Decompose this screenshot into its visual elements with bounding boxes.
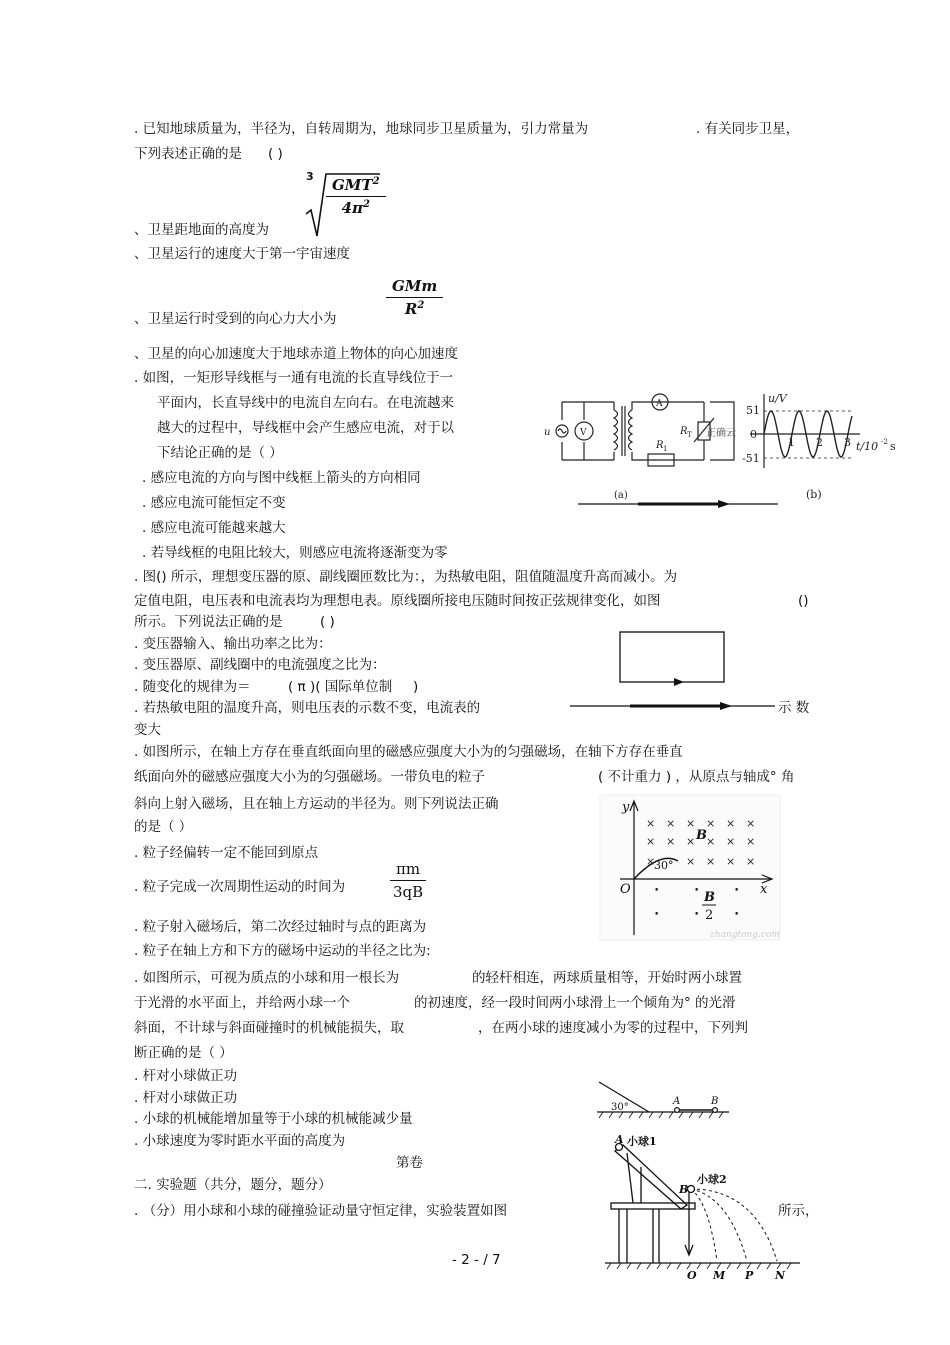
transformer-option-d: . 若热敏电阻的温度升高，则电压表的示数不变，电流表的 <box>134 700 481 716</box>
field-cross-mark: × <box>746 835 756 848</box>
loop-option-a: . 感应电流的方向与图中线框上箭头的方向相同 <box>142 470 421 486</box>
collision-apparatus-figure <box>605 1133 805 1283</box>
incline-angle: 30° <box>611 1102 629 1113</box>
loop-option-c: . 感应电流可能越来越大 <box>142 520 286 536</box>
loop-stem-line2: 平面内，长直导线中的电流自左向右。在电流越来 <box>157 395 454 411</box>
point-n-label: N <box>775 1269 786 1282</box>
ball-1-label: 小球1 <box>627 1135 657 1148</box>
field-dot-mark: • <box>734 910 740 920</box>
overlap-label: 正确云 <box>706 428 736 439</box>
point-a-label: A <box>615 1133 624 1146</box>
section-title: 二. 实验题（共分，题分，题分） <box>134 1177 332 1193</box>
balls-option-b: . 杆对小球做正功 <box>134 1090 238 1106</box>
balls-stem-line3: 斜面，不计球与斜面碰撞时的机械能损失，取 <box>134 1020 404 1036</box>
period-formula: $\frac{\pi m}{3qB}$ <box>390 860 426 901</box>
incline-figure <box>595 1080 735 1122</box>
balls-stem-line3-tail: ，在两小球的速度减小为零的过程中，下列判 <box>478 1020 748 1036</box>
balls-option-d: . 小球速度为零时距水平面的高度为 <box>134 1133 346 1149</box>
particle-option-a: . 粒子经偏转一定不能回到原点 <box>134 845 319 861</box>
field-cross-mark: × <box>726 817 736 830</box>
balls-stem-line2-tail: 的初速度，经一段时间两小球滑上一个倾角为° 的光滑 <box>414 995 736 1011</box>
y-zero-label: 0 <box>750 428 757 441</box>
point-m-label: M <box>713 1269 726 1282</box>
centripetal-force-formula: GMm $R^2$ <box>386 277 443 318</box>
satellite-stem-line2: 下列表述正确的是 <box>134 146 242 162</box>
label-u: u <box>544 427 551 438</box>
x-axis-exp: -2 <box>881 438 888 446</box>
y-bottom-label: -51 <box>742 452 760 465</box>
watermark: zhangtong.com <box>710 930 780 940</box>
field-cross-mark: × <box>726 835 736 848</box>
field-half-b-num: B <box>704 890 715 905</box>
satellite-answer-paren: ( ) <box>268 146 283 162</box>
x-axis-label: x <box>760 882 768 897</box>
y-top-label: 51 <box>746 404 760 417</box>
balls-stem-line4: 断正确的是（ ） <box>134 1045 233 1061</box>
magnetic-field-figure <box>600 795 780 940</box>
loop-option-b: . 感应电流可能恒定不变 <box>142 495 286 511</box>
point-o-label: O <box>687 1269 697 1282</box>
field-cross-mark: × <box>686 817 696 830</box>
field-cross-mark: × <box>686 835 696 848</box>
ball-2-label: 小球2 <box>697 1173 727 1186</box>
root-index: 3 <box>306 170 314 183</box>
transformer-stem-line2: 定值电阻，电压表和电流表均为理想电表。原线圈所接电压随时间按正弦规律变化，如图 <box>134 593 661 609</box>
field-cross-mark: × <box>726 855 736 868</box>
loop-option-d: . 若导线框的电阻比较大，则感应电流将逐渐变为零 <box>142 545 448 561</box>
loop-stem-line3: 越大的过程中，导线框中会产生感应电流，对于以 <box>157 420 454 436</box>
field-dot-mark: • <box>694 886 700 896</box>
transformer-stem-line3: 所示。下列说法正确的是 <box>134 614 283 630</box>
field-cross-mark: × <box>686 855 696 868</box>
transformer-stem-line1: . 图() 所示，理想变压器的原、副线圈匝数比为：，为热敏电阻，阻值随温度升高而减小。为 <box>134 569 678 585</box>
angle-label: 30° <box>654 859 674 872</box>
field-dot-mark: • <box>654 886 660 896</box>
transformer-stem-line2-tail: () <box>798 593 809 609</box>
voltage-time-graph <box>740 392 910 502</box>
satellite-stem-line1: . 已知地球质量为，半径为，自转周期为，地球同步卫星质量为，引力常量为 <box>134 121 589 137</box>
satellite-height-formula <box>300 170 390 240</box>
section-juan-label: 第卷 <box>396 1155 423 1171</box>
label-rt-sub: T <box>687 431 692 439</box>
page-number: - 2 - / 7 <box>452 1252 501 1268</box>
balls-stem-line2: 于光滑的水平面上，并给两小球一个 <box>134 995 350 1011</box>
balls-option-c: . 小球的机械能增加量等于小球的机械能减少量 <box>134 1111 413 1127</box>
loop-figure <box>570 630 780 710</box>
transformer-option-c: . 随变化的规律为＝ <box>134 679 251 695</box>
field-dot-mark: • <box>734 886 740 896</box>
x-axis-unit: s <box>890 440 896 453</box>
point-p-label: P <box>745 1269 754 1282</box>
experiment-1-stem-tail: 所示， <box>778 1203 819 1219</box>
transformer-option-b: . 变压器原、副线圈中的电流强度之比为： <box>134 657 386 673</box>
field-cross-mark: × <box>706 835 716 848</box>
particle-option-c: . 粒子射入磁场后，第二次经过轴时与点的距离为 <box>134 919 427 935</box>
balls-stem-line1-tail: 的轻杆相连，两球质量相等，开始时两小球置 <box>472 970 742 986</box>
label-ammeter: A <box>656 399 663 409</box>
field-cross-mark: × <box>666 817 676 830</box>
point-b-label: B <box>679 1183 689 1196</box>
field-dot-mark: • <box>694 910 700 920</box>
incline-ball-a: A <box>673 1096 681 1107</box>
satellite-stem-line1-tail: . 有关同步卫星， <box>696 121 800 137</box>
loop-stem-line1: . 如图，一矩形导线框与一通有电流的长直导线位于一 <box>134 370 454 386</box>
transformer-option-a: . 变压器输入、输出功率之比为： <box>134 636 332 652</box>
satellite-option-a: 、卫星距地面的高度为 <box>134 222 269 238</box>
x-tick-2: 2 <box>816 436 823 449</box>
particle-stem-line2: 纸面向外的磁感应强度大小为的匀强磁场。一带负电的粒子 <box>134 769 485 785</box>
particle-option-b: . 粒子完成一次周期性运动的时间为 <box>134 879 346 895</box>
origin-label: O <box>620 882 631 897</box>
experiment-1-stem: . （分）用小球和小球的碰撞验证动量守恒定律，实验装置如图 <box>134 1203 508 1219</box>
y-axis-label: u/V <box>768 392 787 405</box>
field-cross-mark: × <box>646 817 656 830</box>
transformer-option-d-tail: 示 数 <box>778 700 810 716</box>
x-tick-1: 1 <box>788 436 795 449</box>
particle-stem-line4: 的是（ ） <box>134 819 193 835</box>
balls-stem-line1: . 如图所示，可视为质点的小球和用一根长为 <box>134 970 400 986</box>
satellite-option-b: 、卫星运行的速度大于第一宇宙速度 <box>134 246 350 262</box>
label-a: (a) <box>614 490 628 501</box>
loop-stem-line4: 下结论正确的是（ ） <box>157 445 283 461</box>
x-tick-3: 3 <box>844 436 851 449</box>
incline-ball-b: B <box>711 1096 719 1107</box>
field-dot-mark: • <box>654 910 660 920</box>
straight-wire-1 <box>578 498 778 510</box>
field-cross-mark: × <box>666 835 676 848</box>
particle-option-d: . 粒子在轴上方和下方的磁场中运动的半径之比为: <box>134 943 431 959</box>
label-r1-sub: 1 <box>663 445 668 453</box>
field-cross-mark: × <box>646 835 656 848</box>
field-cross-mark: × <box>706 855 716 868</box>
formula-fraction: GMT$^2$ $4\pi^2$ <box>326 176 386 217</box>
field-cross-mark: × <box>746 855 756 868</box>
label-voltmeter: V <box>580 428 587 438</box>
field-cross-mark: × <box>706 817 716 830</box>
field-half-b-den: 2 <box>705 908 714 923</box>
label-r1: R <box>656 440 664 451</box>
label-rt: R <box>680 426 688 437</box>
field-cross-mark: × <box>646 855 656 868</box>
particle-stem-line3: 斜向上射入磁场，且在轴上方运动的半径为。则下列说法正确 <box>134 796 499 812</box>
transformer-option-c-end: ) <box>413 679 419 695</box>
transformer-answer-paren: ( ) <box>320 614 335 630</box>
balls-option-a: . 杆对小球做正功 <box>134 1068 238 1084</box>
particle-stem-line2-tail: ( 不计重力 ) ，从原点与轴成° 角 <box>598 769 795 785</box>
satellite-option-c: 、卫星运行时受到的向心力大小为 <box>134 311 337 327</box>
x-axis-label: t/10 <box>856 440 879 453</box>
satellite-option-d: 、卫星的向心加速度大于地球赤道上物体的向心加速度 <box>134 346 458 362</box>
y-axis-label: y <box>622 800 630 815</box>
transformer-option-d-line2: 变大 <box>134 722 161 738</box>
field-cross-mark: × <box>746 817 756 830</box>
field-b-label: B <box>696 828 707 843</box>
transformer-option-c-mid: ( π )( 国际单位制 <box>288 679 393 695</box>
label-b: (b) <box>806 488 822 501</box>
particle-stem-line1: . 如图所示，在轴上方存在垂直纸面向里的磁感应强度大小为的匀强磁场，在轴下方存在垂直 <box>134 744 683 760</box>
